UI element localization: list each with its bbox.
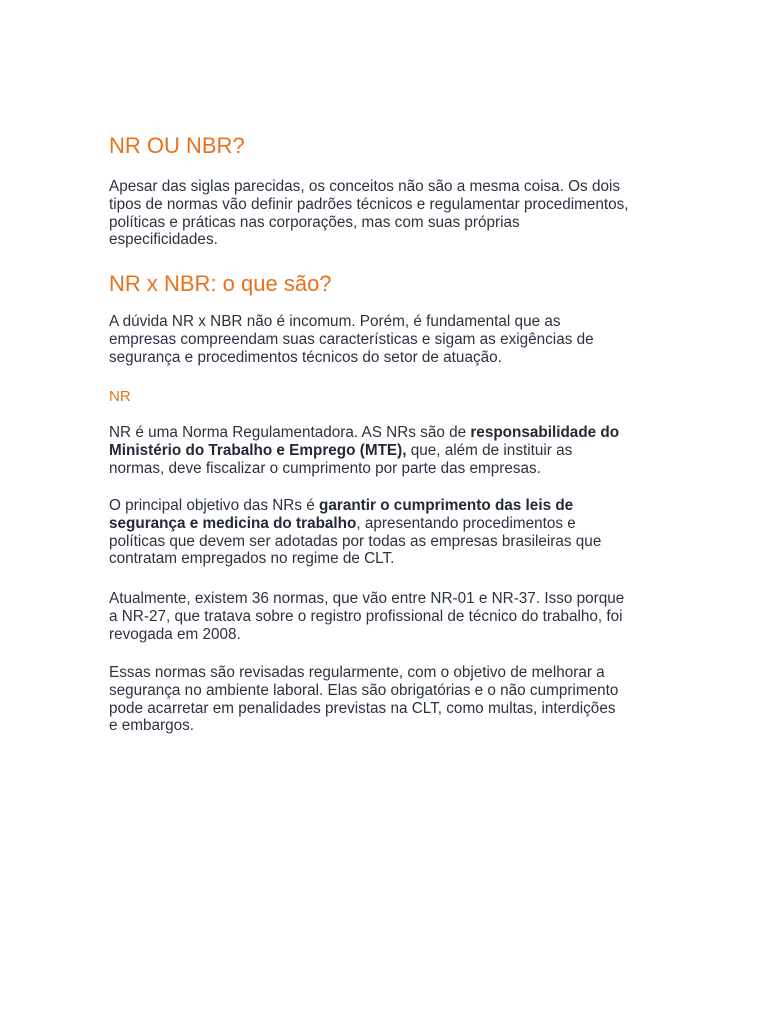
- nr-objective-line: políticas que devem ser adotadas por todas as empresas brasileiras que: [109, 532, 602, 550]
- heading-nr-x-nbr: NR x NBR: o que são?: [109, 271, 332, 296]
- nr-revision-line: pode acarretar em penalidades previstas na CLT, como multas, interdições: [109, 699, 616, 717]
- intro-line: Apesar das siglas parecidas, os conceitos não são a mesma coisa. Os dois: [109, 178, 621, 195]
- doubt-line: A dúvida NR x NBR não é incomum. Porém, é fundamental que as: [109, 313, 561, 330]
- nr-revision-line: e embargos.: [109, 717, 195, 735]
- nr-definition-line: [109, 424, 669, 442]
- nr-objective-bold: segurança e medicina do trabalho: [109, 514, 357, 532]
- nr-revision-line: Essas normas são revisadas regularmente, com o objetivo de melhorar a: [109, 664, 605, 681]
- nr-definition-line: [109, 442, 669, 460]
- nr-revision-line: segurança no ambiente laboral. Elas são obrigatórias e o não cumprimento: [109, 681, 619, 699]
- nr-definition-text: que, além de instituir as: [406, 441, 573, 459]
- doubt-paragraph: [109, 313, 669, 366]
- nr-definition-line: normas, deve fiscalizar o cumprimento por parte das empresas.: [109, 459, 541, 477]
- intro-paragraph: [109, 178, 669, 249]
- nr-objective-paragraph: [109, 497, 669, 568]
- intro-line: políticas e práticas nas corporações, mas com suas próprias: [109, 213, 520, 231]
- nr-objective-line: contratam empregados no regime de CLT.: [109, 550, 395, 568]
- nr-count-line: Atualmente, existem 36 normas, que vão entre NR-01 e NR-37. Isso porque: [109, 590, 625, 607]
- heading-nr-ou-nbr: NR OU NBR?: [109, 133, 245, 158]
- doubt-line: empresas compreendam suas características e sigam as exigências de: [109, 330, 594, 348]
- nr-objective-text: O principal objetivo das NRs é: [109, 497, 320, 514]
- nr-objective-bold: garantir o cumprimento das leis de: [319, 497, 574, 514]
- nr-revision-paragraph: [109, 664, 669, 735]
- nr-definition-bold: Ministério do Trabalho e Emprego (MTE),: [109, 441, 407, 459]
- nr-definition-paragraph: [109, 424, 669, 477]
- doubt-line: segurança e procedimentos técnicos do setor de atuação.: [109, 348, 502, 366]
- nr-definition-bold: responsabilidade do: [470, 424, 620, 441]
- nr-objective-line: [109, 497, 669, 515]
- intro-line: tipos de normas vão definir padrões técnicos e regulamentar procedimentos,: [109, 195, 629, 213]
- nr-count-line: revogada em 2008.: [109, 625, 241, 643]
- nr-count-paragraph: [109, 590, 669, 643]
- nr-count-line: a NR-27, que tratava sobre o registro profissional de técnico do trabalho, foi: [109, 607, 623, 625]
- intro-line: especificidades.: [109, 231, 218, 249]
- nr-objective-text: , apresentando procedimentos e: [356, 514, 576, 532]
- nr-objective-line: [109, 515, 669, 533]
- nr-definition-text: NR é uma Norma Regulamentadora. AS NRs são de: [109, 424, 471, 441]
- heading-nr: NR: [109, 388, 131, 405]
